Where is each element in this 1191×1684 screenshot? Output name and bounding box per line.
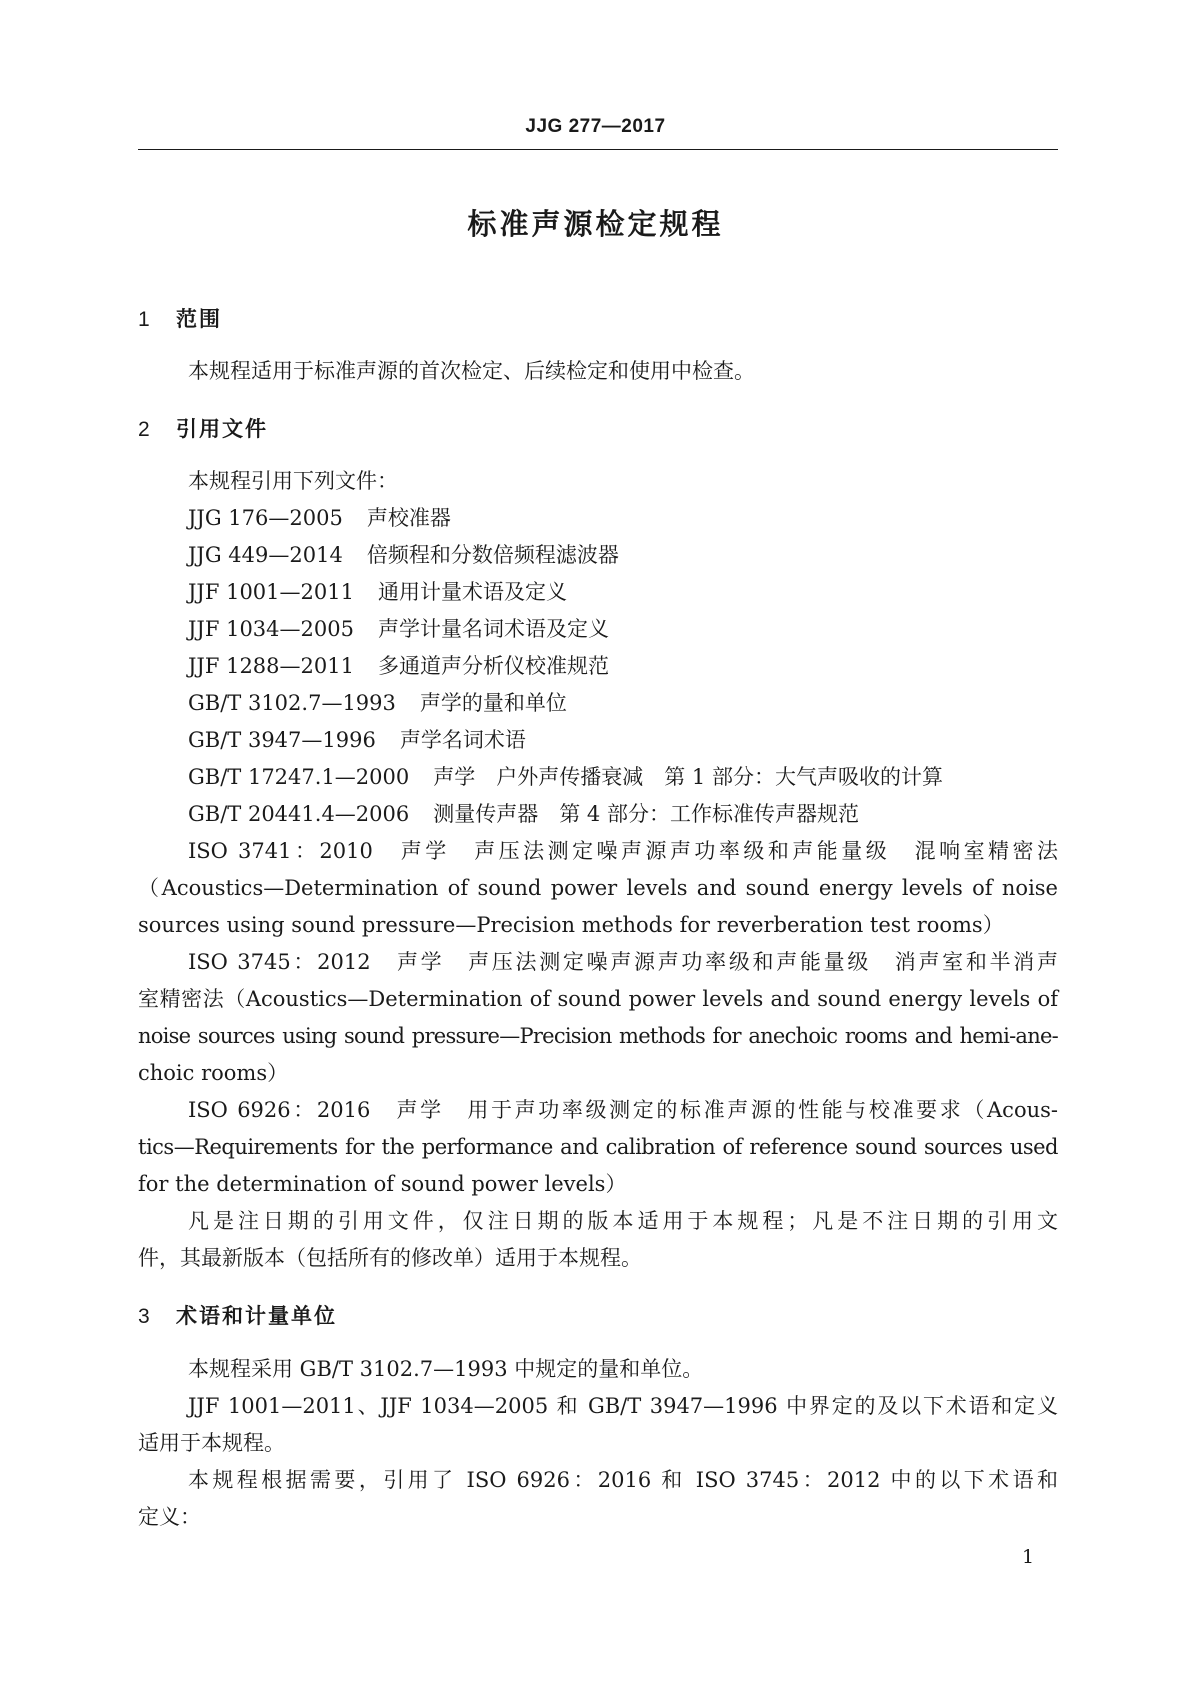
- reference-title: 声学计量名词术语及定义: [377, 617, 609, 641]
- header-rule: [138, 149, 1058, 150]
- reference-code: JJG 449—2014: [188, 543, 343, 567]
- iso-3741-line: ISO 3741：2010 声学 声压法测定噪声源声功率级和声能量级 混响室精密法: [188, 839, 1058, 863]
- iso-3745-line: ISO 3745：2012 声学 声压法测定噪声源声功率级和声能量级 消声室和半消声: [188, 950, 1058, 974]
- reference-code: GB/T 17247.1—2000: [188, 765, 410, 789]
- terms-paragraph-2: 适用于本规程。: [138, 1431, 285, 1455]
- reference-title: 声学名词术语: [399, 728, 526, 752]
- reference-item: [188, 689, 1058, 717]
- section-heading-2: [138, 413, 268, 443]
- iso-3741-line: sources using sound pressure—Precision methods for reverberation test rooms）: [138, 913, 1004, 937]
- reference-item: [188, 615, 1058, 643]
- section-title: 范围: [176, 307, 222, 331]
- reference-title: 多通道声分析仪校准规范: [377, 654, 609, 678]
- iso-3745-line: noise sources using sound pressure—Precision methods for anechoic rooms and hemi-ane-: [138, 1024, 1058, 1048]
- dated-note-line: 凡是注日期的引用文件，仅注日期的版本适用于本规程；凡是不注日期的引用文: [188, 1209, 1058, 1233]
- reference-item: [188, 726, 1058, 754]
- reference-code: JJF 1288—2011: [188, 654, 354, 678]
- reference-item: [188, 541, 1058, 569]
- reference-title: 通用计量术语及定义: [377, 580, 567, 604]
- section-heading-3: [138, 1300, 337, 1330]
- reference-title: 声学的量和单位: [419, 691, 567, 715]
- reference-code: GB/T 3947—1996: [188, 728, 376, 752]
- iso-6926-line: ISO 6926：2016 声学 用于声功率级测定的标准声源的性能与校准要求（Acous-: [188, 1098, 1058, 1122]
- iso-3745-line: 室精密法（Acoustics—Determination of sound power levels and sound energy levels of: [138, 987, 1058, 1011]
- reference-code: JJF 1001—2011: [188, 580, 354, 604]
- references-intro: 本规程引用下列文件：: [188, 469, 398, 493]
- reference-item: [188, 504, 1058, 532]
- iso-6926-line: for the determination of sound power levels）: [138, 1172, 627, 1196]
- reference-title: 声学 户外声传播衰减 第 1 部分：大气声吸收的计算: [433, 765, 943, 789]
- section-number: 1: [138, 308, 150, 331]
- section-title: 引用文件: [176, 417, 268, 441]
- reference-title: 倍频程和分数倍频程滤波器: [366, 543, 619, 567]
- section-number: 2: [138, 418, 150, 441]
- reference-code: GB/T 20441.4—2006: [188, 802, 410, 826]
- reference-item: [188, 652, 1058, 680]
- iso-6926-line: tics—Requirements for the performance and calibration of reference sound sources used: [138, 1135, 1058, 1159]
- terms-paragraph-2: JJF 1001—2011、JJF 1034—2005 和 GB/T 3947—1996 中界定的及以下术语和定义: [188, 1394, 1058, 1418]
- reference-code: JJG 176—2005: [188, 506, 343, 530]
- reference-code: GB/T 3102.7—1993: [188, 691, 396, 715]
- iso-3741-line: （Acoustics—Determination of sound power levels and sound energy levels of noise: [138, 876, 1058, 900]
- reference-title: 测量传声器 第 4 部分：工作标准传声器规范: [433, 802, 859, 826]
- dated-note-line: 件，其最新版本（包括所有的修改单）适用于本规程。: [138, 1246, 642, 1270]
- iso-3745-line: choic rooms）: [138, 1061, 289, 1085]
- terms-paragraph-1: 本规程采用 GB/T 3102.7—1993 中规定的量和单位。: [188, 1357, 704, 1381]
- section-title: 术语和计量单位: [176, 1304, 337, 1328]
- reference-item: [188, 763, 1058, 791]
- reference-item: [188, 800, 1058, 828]
- reference-item: [188, 578, 1058, 606]
- reference-code: JJF 1034—2005: [188, 617, 354, 641]
- reference-title: 声校准器: [366, 506, 451, 530]
- scope-paragraph: 本规程适用于标准声源的首次检定、后续检定和使用中检查。: [188, 359, 755, 383]
- section-heading-1: [138, 303, 222, 333]
- document-code: JJG 277—2017: [525, 116, 666, 137]
- section-number: 3: [138, 1305, 150, 1328]
- page-title: 标准声源检定规程: [467, 207, 724, 241]
- page-number: 1: [1022, 1546, 1035, 1568]
- terms-paragraph-3: 本规程根据需要，引用了 ISO 6926：2016 和 ISO 3745：2012 中的以下术语和: [188, 1468, 1058, 1492]
- terms-paragraph-3: 定义：: [138, 1505, 201, 1529]
